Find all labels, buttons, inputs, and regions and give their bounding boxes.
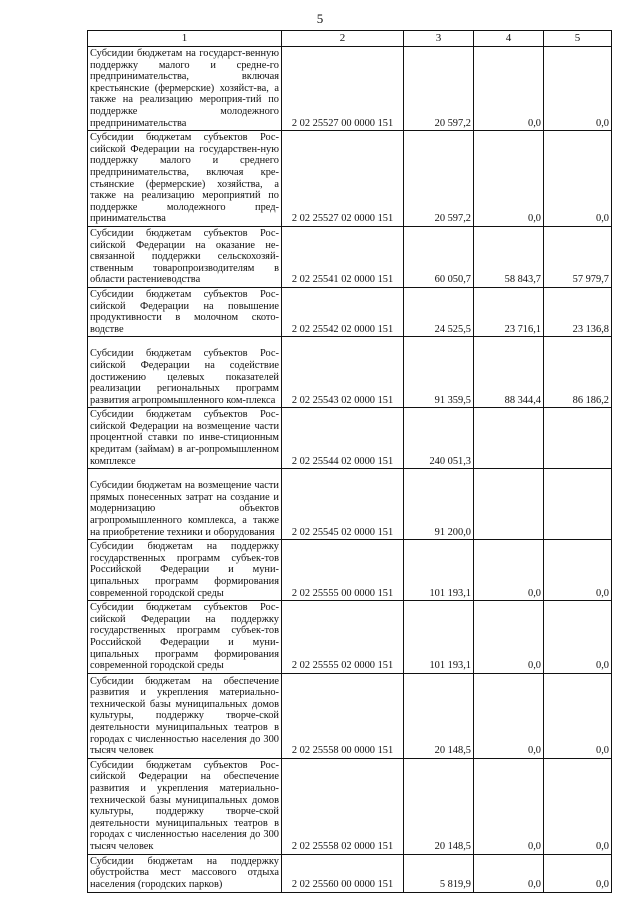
row-value-col4: 88 344,4 [474, 337, 544, 408]
table-row [88, 337, 612, 408]
row-value-col5 [544, 408, 612, 469]
row-code: 2 02 25558 00 0000 151 [282, 673, 404, 758]
row-value-col5: 0,0 [544, 758, 612, 854]
row-value-col4 [474, 469, 544, 540]
row-code: 2 02 25555 00 0000 151 [282, 540, 404, 601]
row-description: Субсидии бюджетам на поддержку государственных программ субъек-тов Российской Федерации и муни-ципальных программ формирования современной городской среды [88, 540, 282, 601]
row-value-col5: 0,0 [544, 47, 612, 131]
row-description: Субсидии бюджетам на обеспечение развития и укрепления материально-технической базы муниципальных домов культуры, поддержку творче-ской деятельности муниципальных театров в городах с численностью населения до 300 тысяч человек [88, 673, 282, 758]
row-description: Субсидии бюджетам субъектов Рос-сийской Федерации на поддержку государственных программ субъек-тов Российской Федерации и муни-ципальных программ формирования современной городской среды [88, 601, 282, 674]
header-col-5: 5 [544, 31, 612, 47]
row-description: Субсидии бюджетам субъектов Рос-сийской Федерации на содействие достижению целевых показателей реализации региональных программ развития агропромышленного ком-плекса [88, 337, 282, 408]
row-description: Субсидии бюджетам на возмещение части прямых понесенных затрат на создание и модернизацию объектов агропромышленного комплекса, а также на приобретение техники и оборудования [88, 469, 282, 540]
row-value-col4: 0,0 [474, 758, 544, 854]
row-code: 2 02 25560 00 0000 151 [282, 854, 404, 892]
row-value-col3: 20 597,2 [404, 131, 474, 227]
row-value-col3: 240 051,3 [404, 408, 474, 469]
table-row [88, 226, 612, 287]
row-value-col3: 101 193,1 [404, 601, 474, 674]
row-value-col5: 57 979,7 [544, 226, 612, 287]
row-value-col3: 5 819,9 [404, 854, 474, 892]
row-value-col5 [544, 469, 612, 540]
row-description: Субсидии бюджетам субъектов Рос-сийской Федерации на обеспечение развития и укрепления материально-технической базы муниципальных домов культуры, поддержку творче-ской деятельности муниципальных театров в городах с численностью населения до 300 тысяч человек [88, 758, 282, 854]
row-value-col4: 0,0 [474, 854, 544, 892]
row-value-col3: 101 193,1 [404, 540, 474, 601]
row-code: 2 02 25543 02 0000 151 [282, 337, 404, 408]
row-value-col4: 0,0 [474, 601, 544, 674]
table-row [88, 408, 612, 469]
table-row [88, 758, 612, 854]
table-row [88, 131, 612, 227]
row-value-col5: 0,0 [544, 673, 612, 758]
table-row [88, 854, 612, 892]
row-value-col4: 23 716,1 [474, 287, 544, 336]
row-description: Субсидии бюджетам на государст-венную поддержку малого и средне-го предпринимательства, включая крестьянские (фермерские) хозяйст-ва, а также на реализацию мероприя-тий по поддержке молодежного предпринимательства [88, 47, 282, 131]
row-code: 2 02 25527 00 0000 151 [282, 47, 404, 131]
row-value-col3: 20 597,2 [404, 47, 474, 131]
row-value-col3: 91 200,0 [404, 469, 474, 540]
row-value-col5: 0,0 [544, 854, 612, 892]
row-value-col5: 0,0 [544, 601, 612, 674]
row-value-col3: 24 525,5 [404, 287, 474, 336]
header-col-4: 4 [474, 31, 544, 47]
table-row [88, 287, 612, 336]
budget-table [87, 30, 612, 893]
row-value-col4: 0,0 [474, 540, 544, 601]
row-value-col3: 20 148,5 [404, 673, 474, 758]
row-value-col4: 0,0 [474, 47, 544, 131]
row-value-col4: 58 843,7 [474, 226, 544, 287]
row-description: Субсидии бюджетам субъектов Рос-сийской Федерации на государствен-ную поддержку малого и среднего предпринимательства, включая кре-стьянские (фермерские) хозяйства, а также на реализацию мероприятий по поддержке молодежного пред-принимательства [88, 131, 282, 227]
table-row [88, 601, 612, 674]
row-value-col5: 0,0 [544, 540, 612, 601]
row-code: 2 02 25527 02 0000 151 [282, 131, 404, 227]
table-row [88, 469, 612, 540]
row-code: 2 02 25558 02 0000 151 [282, 758, 404, 854]
table-row [88, 47, 612, 131]
row-value-col3: 60 050,7 [404, 226, 474, 287]
page-number: 5 [316, 11, 324, 26]
row-value-col5: 0,0 [544, 131, 612, 227]
table-header-row [88, 31, 612, 47]
row-value-col4 [474, 408, 544, 469]
row-code: 2 02 25555 02 0000 151 [282, 601, 404, 674]
header-col-2: 2 [282, 31, 404, 47]
row-code: 2 02 25541 02 0000 151 [282, 226, 404, 287]
row-description: Субсидии бюджетам субъектов Рос-сийской Федерации на оказание не-связанной поддержки сельскохозяй-ственным товаропроизводителям в области растениеводства [88, 226, 282, 287]
row-code: 2 02 25544 02 0000 151 [282, 408, 404, 469]
row-description: Субсидии бюджетам на поддержку обустройства мест массового отдыха населения (городских парков) [88, 854, 282, 892]
row-value-col5: 86 186,2 [544, 337, 612, 408]
table-row [88, 673, 612, 758]
row-value-col3: 20 148,5 [404, 758, 474, 854]
row-value-col3: 91 359,5 [404, 337, 474, 408]
table-row [88, 540, 612, 601]
row-code: 2 02 25542 02 0000 151 [282, 287, 404, 336]
header-col-1: 1 [88, 31, 282, 47]
row-value-col4: 0,0 [474, 673, 544, 758]
row-value-col5: 23 136,8 [544, 287, 612, 336]
row-code: 2 02 25545 02 0000 151 [282, 469, 404, 540]
row-description: Субсидии бюджетам субъектов Рос-сийской Федерации на возмещение части процентной ставки по инве-стиционным кредитам (займам) в аг-ропромышленном комплексе [88, 408, 282, 469]
header-col-3: 3 [404, 31, 474, 47]
row-description: Субсидии бюджетам субъектов Рос-сийской Федерации на повышение продуктивности в молочном ското-водстве [88, 287, 282, 336]
row-value-col4: 0,0 [474, 131, 544, 227]
